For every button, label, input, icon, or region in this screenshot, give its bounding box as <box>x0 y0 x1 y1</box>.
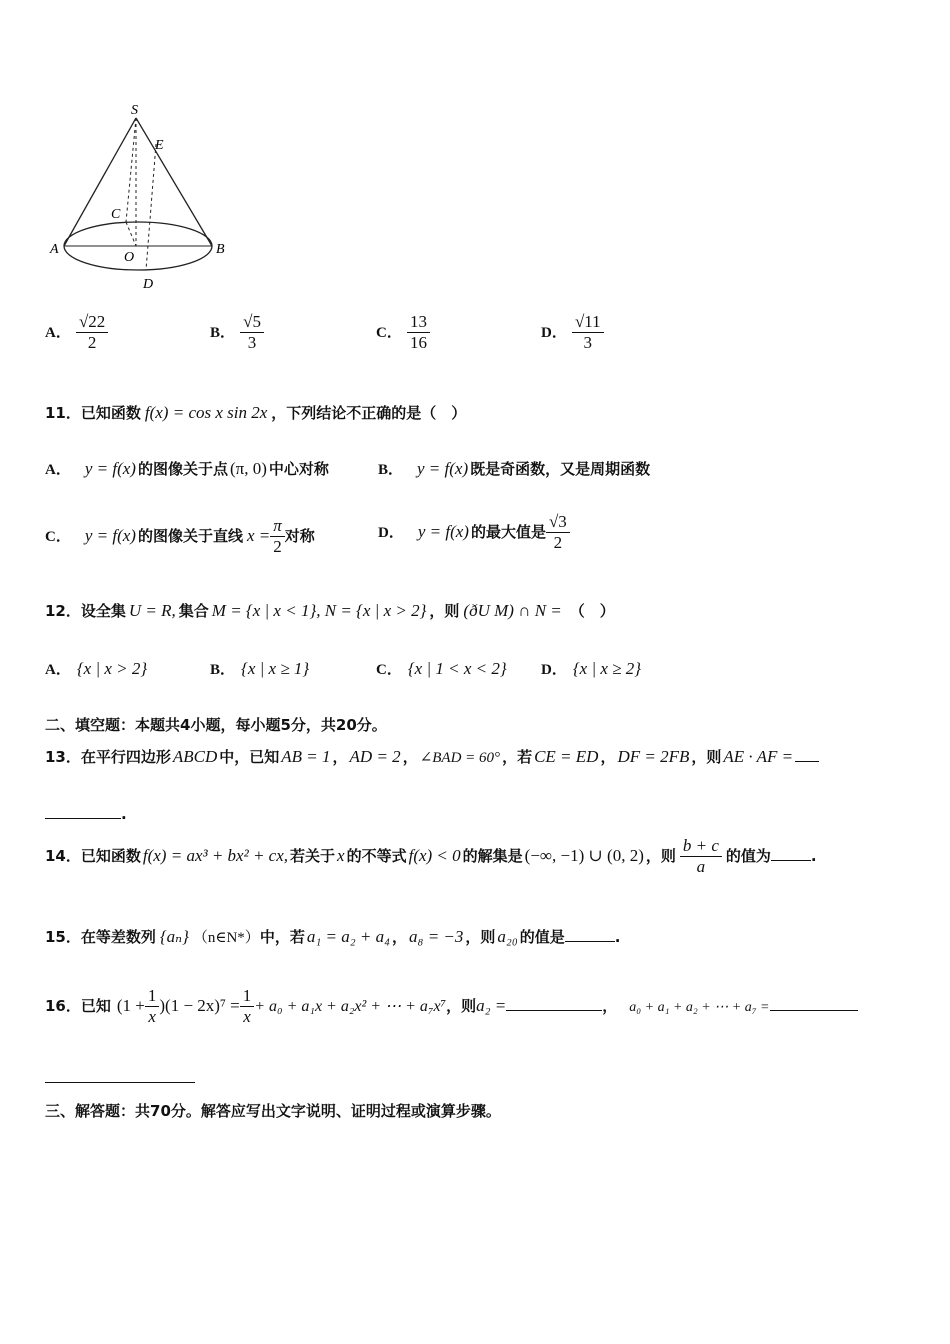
q16-answer-blank-a2[interactable] <box>506 1010 602 1011</box>
cone-edge-sa <box>64 118 136 246</box>
q14-stem: 14．已知函数 f(x) = ax³ + bx² + cx, 若关于 x 的不等式 f(x) < 0 的解集是 (−∞, −1) ∪ (0, 2) ，则 $\frac{b + c}{a}$ 的值为 . <box>45 836 817 876</box>
q10-option-a[interactable]: A． $\frac{√22}{2}$ <box>45 312 108 353</box>
q12-option-d[interactable]: D． {x | x ≥ 2} <box>541 659 642 678</box>
q10-a-fraction: $\frac{√22}{2}$ <box>76 312 108 353</box>
q10-b-fraction: $\frac{√5}{3}$ <box>240 312 264 353</box>
q10-d-fraction: $\frac{√11}{3}$ <box>572 312 604 353</box>
label-s: S <box>131 103 138 118</box>
q12-option-a[interactable]: A． {x | x > 2} <box>45 659 148 678</box>
q16-stem: 16．已知 (1 + $\frac{1}{x}$ )(1 − 2x)⁷ = $\frac{1}{x}$ + a₀ + a₁x + a₂x² + ⋯ + a₇x⁷，则a₂ = ， a₀ + a₁ + a₂ + ⋯ + a₇ = <box>45 986 858 1027</box>
q11-option-c[interactable]: C． y = f(x) 的图像关于直线 x = $\frac{\pi}{2}$ 对称 <box>45 516 315 556</box>
q11-option-d[interactable]: D． y = f(x) 的最大值是 $\frac{√3}{2}$ <box>378 512 570 553</box>
q16-answer-line[interactable] <box>45 1082 195 1083</box>
q10-c-fraction: $\frac{13}{16}$ <box>407 312 430 353</box>
segment-ed <box>146 144 156 270</box>
label-o: O <box>124 250 135 265</box>
q10-option-b[interactable]: B． $\frac{√5}{3}$ <box>210 312 264 353</box>
q11-option-a[interactable]: A． y = f(x) 的图像关于点 (π, 0) 中心对称 <box>45 459 329 478</box>
label-b: B <box>216 242 225 257</box>
q11-d-fraction: $\frac{√3}{2}$ <box>546 512 570 553</box>
q14-answer-blank[interactable] <box>771 860 811 861</box>
q16-answer-blank-sum[interactable] <box>770 1010 858 1011</box>
cone-edge-sb <box>136 118 212 246</box>
q13-stem: 13．在平行四边形 ABCD 中，已知 AB = 1 ， AD = 2 ， ∠BAD = 60° ，若 CE = ED ， DF = 2FB ，则 AE · AF = <box>45 746 819 767</box>
q13-answer-blank-cont[interactable] <box>45 818 121 819</box>
section-3-heading: 三、解答题：共70分。解答应写出文字说明、证明过程或演算步骤。 <box>45 1102 501 1120</box>
section-2-heading: 二、填空题：本题共4小题，每小题5分，共20分。 <box>45 716 387 734</box>
cone-figure <box>40 100 240 295</box>
segment-co <box>126 222 136 246</box>
q10-option-d[interactable]: D． $\frac{√11}{3}$ <box>541 312 604 353</box>
q11-c-fraction: $\frac{\pi}{2}$ <box>270 516 285 557</box>
q13-continuation: . <box>45 804 127 823</box>
q15-answer-blank[interactable] <box>565 941 615 942</box>
q14-fraction: $\frac{b + c}{a}$ <box>680 836 722 877</box>
q12-option-c[interactable]: C． {x | 1 < x < 2} <box>376 659 507 678</box>
q16-rhs-fraction: $\frac{1}{x}$ <box>240 986 255 1027</box>
q13-answer-blank[interactable] <box>795 761 819 762</box>
label-e: E <box>155 138 164 153</box>
label-d: D <box>143 277 154 292</box>
q12-stem: 12．设全集 U = R, 集合 M = {x | x < 1}, N = {x | x > 2} ，则 (ðU M) ∩ N = （ ） <box>45 601 615 620</box>
q16-lhs-fraction: $\frac{1}{x}$ <box>145 986 160 1027</box>
q15-stem: 15．在等差数列 {aₙ} （n∈N*）中，若 a₁ = a₂ + a₄ ， a₈ = −3 ，则 a₂₀ 的值是 . <box>45 927 621 946</box>
q11-option-b[interactable]: B． y = f(x) 既是奇函数，又是周期函数 <box>378 459 651 478</box>
q10-option-c[interactable]: C． $\frac{13}{16}$ <box>376 312 430 353</box>
q12-option-b[interactable]: B． {x | x ≥ 1} <box>210 659 310 678</box>
q11-stem: 11．已知函数 f(x) = cos x sin 2x ，下列结论不正确的是（ ） <box>45 403 467 422</box>
label-c: C <box>111 207 121 222</box>
label-a: A <box>50 242 59 257</box>
